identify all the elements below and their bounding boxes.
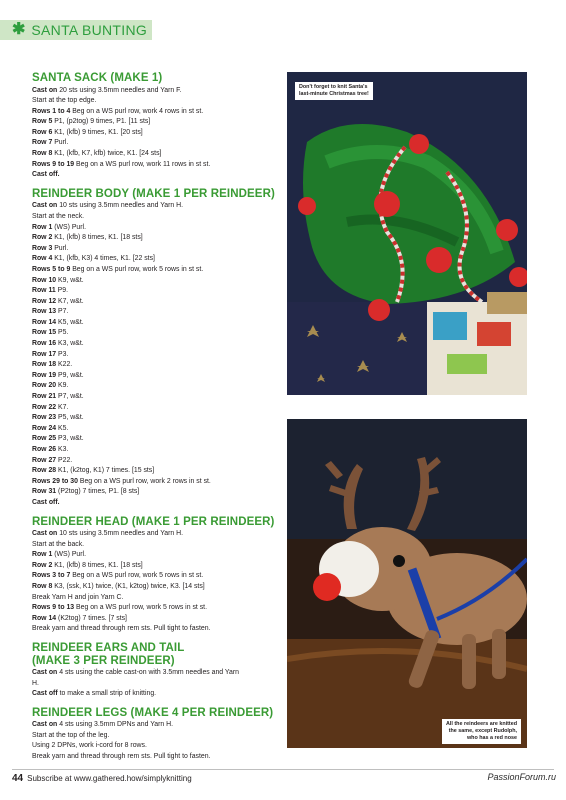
instruction-label: Row 20 [32,382,57,390]
instruction-text: K1, (kfb, K7, kfb) twice, K1. [24 sts] [52,150,162,158]
instruction-label: Row 27 [32,456,57,464]
instruction-label: Row 19 [32,371,57,379]
instruction-text: Break yarn and thread through rem sts. Pull tight to fasten. [32,753,211,761]
page-number: 44 [12,773,24,784]
instruction-line [32,529,278,540]
instruction-label: Row 1 [32,551,53,559]
instruction-line [32,138,278,149]
page-footer [12,773,192,784]
instruction-label: Row 24 [32,424,57,432]
instruction-line [32,371,278,382]
instruction-line [32,752,278,763]
instruction-label: Row 7 [32,139,53,147]
instruction-line [32,318,278,329]
instruction-line [32,86,278,97]
instruction-label: Row 21 [32,393,57,401]
instruction-line [32,233,278,244]
instruction-label: Row 12 [32,297,57,305]
instruction-line [32,720,278,731]
instruction-text: Beg on a WS purl row, work 11 rows in st st. [74,160,211,168]
instruction-label: Row 25 [32,435,57,443]
instruction-label: Cast on [32,669,58,676]
instruction-line [32,201,278,212]
instruction-line [32,434,278,445]
tree-caption [295,82,373,100]
instruction-line [32,286,278,297]
pattern-section [32,516,278,635]
instruction-label: Row 22 [32,403,57,411]
instruction-line [32,445,278,456]
instruction-label: Row 14 [32,614,57,622]
instruction-label: Rows 9 to 19 [32,160,75,168]
instruction-label: Row 6 [32,128,53,136]
instruction-line [32,571,278,582]
instruction-line [32,339,278,350]
instruction-line [32,350,278,361]
instruction-line [32,297,278,308]
instruction-line [32,477,278,488]
watermark: PassionForum.ru [487,772,556,782]
reindeer-illustration [287,419,527,748]
instruction-line [32,624,278,635]
instruction-text: H. [32,679,39,687]
instruction-text: K1, (kfb) 8 times, K1. [18 sts] [52,561,143,569]
instruction-text: P9. [55,287,69,295]
instruction-label: Rows 5 to 9 [32,265,71,273]
instruction-label: Row 8 [32,150,53,158]
instruction-line [32,360,278,371]
instruction-line [32,381,278,392]
instruction-text: (WS) Purl. [52,223,86,231]
instruction-line [32,498,278,509]
instruction-line [32,128,278,139]
instruction-line [32,540,278,551]
instruction-line [32,689,278,700]
instruction-text: Start at the top of the leg. [32,731,110,739]
instruction-text: P3. [56,350,69,358]
instruction-label: Rows 3 to 7 [32,572,71,580]
caption-line: last-minute Christmas tree! [299,91,369,97]
instruction-label: Cast off. [32,171,60,179]
instruction-line [32,466,278,477]
instruction-line [32,265,278,276]
instruction-line [32,413,278,424]
instruction-text: P1, (p2tog) 9 times, P1. [11 sts] [52,118,151,126]
instruction-label: Row 28 [32,467,57,475]
instruction-line [32,603,278,614]
instruction-line [32,550,278,561]
instruction-text: P9, w&t. [56,371,84,379]
instruction-label: Row 10 [32,276,57,284]
instruction-text: P7. [56,308,69,316]
instruction-text: 4 sts using the cable cast-on with 3.5mm needles and Yarn [57,669,239,676]
instruction-text: 10 sts using 3.5mm needles and Yarn H. [57,202,184,210]
instruction-text: K9. [56,382,69,390]
pattern-section [32,642,278,700]
instruction-label: Cast on [32,721,58,729]
instruction-label: Rows 29 to 30 [32,477,78,485]
instruction-label: Row 2 [32,561,53,569]
instruction-line [32,170,278,181]
instruction-label: Row 15 [32,329,57,337]
instruction-text: P22. [56,456,73,464]
reindeer-caption [442,719,521,744]
subscribe-link[interactable]: Subscribe at www.gathered.how/simplyknitting [27,774,192,783]
instruction-line [32,276,278,287]
section-title: REINDEER LEGS (MAKE 4 PER REINDEER) [32,706,274,719]
instruction-text: K22. [56,361,73,369]
instruction-label: Row 4 [32,255,53,263]
instruction-text: Start at the back. [32,540,85,548]
instruction-text: (P2tog) 7 times, P1. [8 sts] [56,488,140,496]
instruction-text: K7. [56,403,69,411]
pattern-section [32,188,278,509]
instruction-line [32,107,278,118]
caption-line: All the reindeers are knitted [446,721,517,727]
header-title: SANTA BUNTING [31,22,148,38]
instruction-text: K9, w&t. [56,276,84,284]
instruction-text: P5. [56,329,69,337]
instruction-label: Row 26 [32,446,57,453]
instruction-label: Rows 1 to 4 [32,107,71,115]
pattern-section [32,72,278,181]
instruction-label: Row 18 [32,361,57,369]
instruction-line [32,160,278,171]
instruction-text: K3. [56,446,69,453]
instruction-text: Beg on a WS purl row, work 5 rows in st st. [74,604,208,612]
instruction-text: Beg on a WS purl row, work 4 rows in st st. [70,107,204,115]
instruction-text: K5. [56,424,69,432]
instruction-line [32,149,278,160]
instruction-label: Row 5 [32,118,53,126]
instruction-text: P7, w&t. [56,393,84,401]
instruction-text: Start at the neck. [32,212,85,220]
section-title: SANTA SACK (MAKE 1) [32,72,163,84]
pattern-column [32,72,278,770]
instruction-line [32,679,278,690]
instruction-line [32,328,278,339]
instruction-line [32,424,278,435]
section-title: REINDEER BODY (MAKE 1 PER REINDEER) [32,187,275,200]
instruction-label: Row 8 [32,583,53,591]
instruction-label: Row 17 [32,350,57,358]
instruction-label: Cast on [32,202,58,210]
instruction-text: Break Yarn H and join Yarn C. [32,593,124,601]
instruction-text: P3, w&t. [56,435,84,443]
section-header [0,20,147,40]
instruction-label: Row 16 [32,340,57,348]
instruction-text: K1, (kfb) 8 times, K1. [18 sts] [52,234,143,242]
instruction-text: Beg on a WS purl row, work 5 rows in st st. [70,265,204,273]
instruction-line [32,614,278,625]
instruction-line [32,582,278,593]
tree-photo [287,72,527,395]
instruction-label: Cast on [32,530,58,538]
instruction-line [32,403,278,414]
instruction-line [32,487,278,498]
instruction-line [32,96,278,107]
instruction-line [32,244,278,255]
caption-line: who has a red nose [466,735,517,741]
instruction-line [32,223,278,234]
instruction-label: Rows 9 to 13 [32,604,75,612]
caption-line: the same, except Rudolph, [448,728,517,734]
flake-icon: ✱ [12,21,26,38]
pattern-section [32,707,278,763]
caption-line: Don't forget to knit Santa's [299,84,368,90]
instruction-label: Cast off [32,690,58,698]
instruction-line [32,731,278,742]
instruction-label: Cast on [32,86,58,94]
instruction-text: K3, (ssk, K1) twice, (K1, k2tog) twice, K3. [14 sts] [52,583,205,591]
instruction-line [32,593,278,604]
instruction-line [32,307,278,318]
instruction-text: to make a small strip of knitting. [57,690,157,698]
instruction-label: Row 11 [32,287,56,295]
instruction-line [32,561,278,572]
instruction-line [32,456,278,467]
instruction-text: K7, w&t. [56,297,84,305]
instruction-text: K3, w&t. [56,340,84,348]
instruction-line [32,117,278,128]
instruction-line [32,392,278,403]
instruction-label: Row 13 [32,308,57,316]
instruction-text: Beg on a WS purl row, work 5 rows in st st. [70,572,204,580]
instruction-text: 20 sts using 3.5mm needles and Yarn F. [57,86,182,94]
reindeer-photo [287,419,527,748]
instruction-text: K1, (kfb) 9 times, K1. [20 sts] [52,128,143,136]
instruction-text: P5, w&t. [56,414,84,422]
instruction-text: Start at the top edge. [32,97,97,105]
instruction-text: 10 sts using 3.5mm needles and Yarn H. [57,530,184,538]
instruction-text: Purl. [52,139,69,147]
instruction-text: (K2tog) 7 times. [7 sts] [56,614,127,622]
instruction-text: K1, (kfb, K3) 4 times, K1. [22 sts] [52,255,155,263]
instruction-text: Using 2 DPNs, work i-cord for 8 rows. [32,742,147,750]
instruction-label: Row 3 [32,244,53,252]
section-title: REINDEER HEAD (MAKE 1 PER REINDEER) [32,515,275,528]
instruction-text: Purl. [52,244,69,252]
instruction-text: (WS) Purl. [52,551,86,559]
instruction-label: Cast off. [32,498,60,506]
instruction-line [32,212,278,223]
instruction-label: Row 31 [32,488,57,496]
instruction-label: Row 2 [32,234,53,242]
instruction-line [32,254,278,265]
christmas-tree-illustration [287,72,527,395]
instruction-line [32,668,278,679]
instruction-text: Break yarn and thread through rem sts. Pull tight to fasten. [32,625,211,633]
instruction-text: K5, w&t. [56,318,84,326]
instruction-text: K1, (k2tog, K1) 7 times. [15 sts] [56,467,155,475]
instruction-text: Beg on a WS purl row, work 2 rows in st st. [77,477,211,485]
instruction-line [32,741,278,752]
instruction-label: Row 1 [32,223,53,231]
section-title: REINDEER EARS AND TAIL (MAKE 3 PER REINDEER) [32,642,185,667]
instruction-label: Row 14 [32,318,57,326]
instruction-text: 4 sts using 3.5mm DPNs and Yarn H. [57,721,174,729]
instruction-label: Row 23 [32,414,57,422]
